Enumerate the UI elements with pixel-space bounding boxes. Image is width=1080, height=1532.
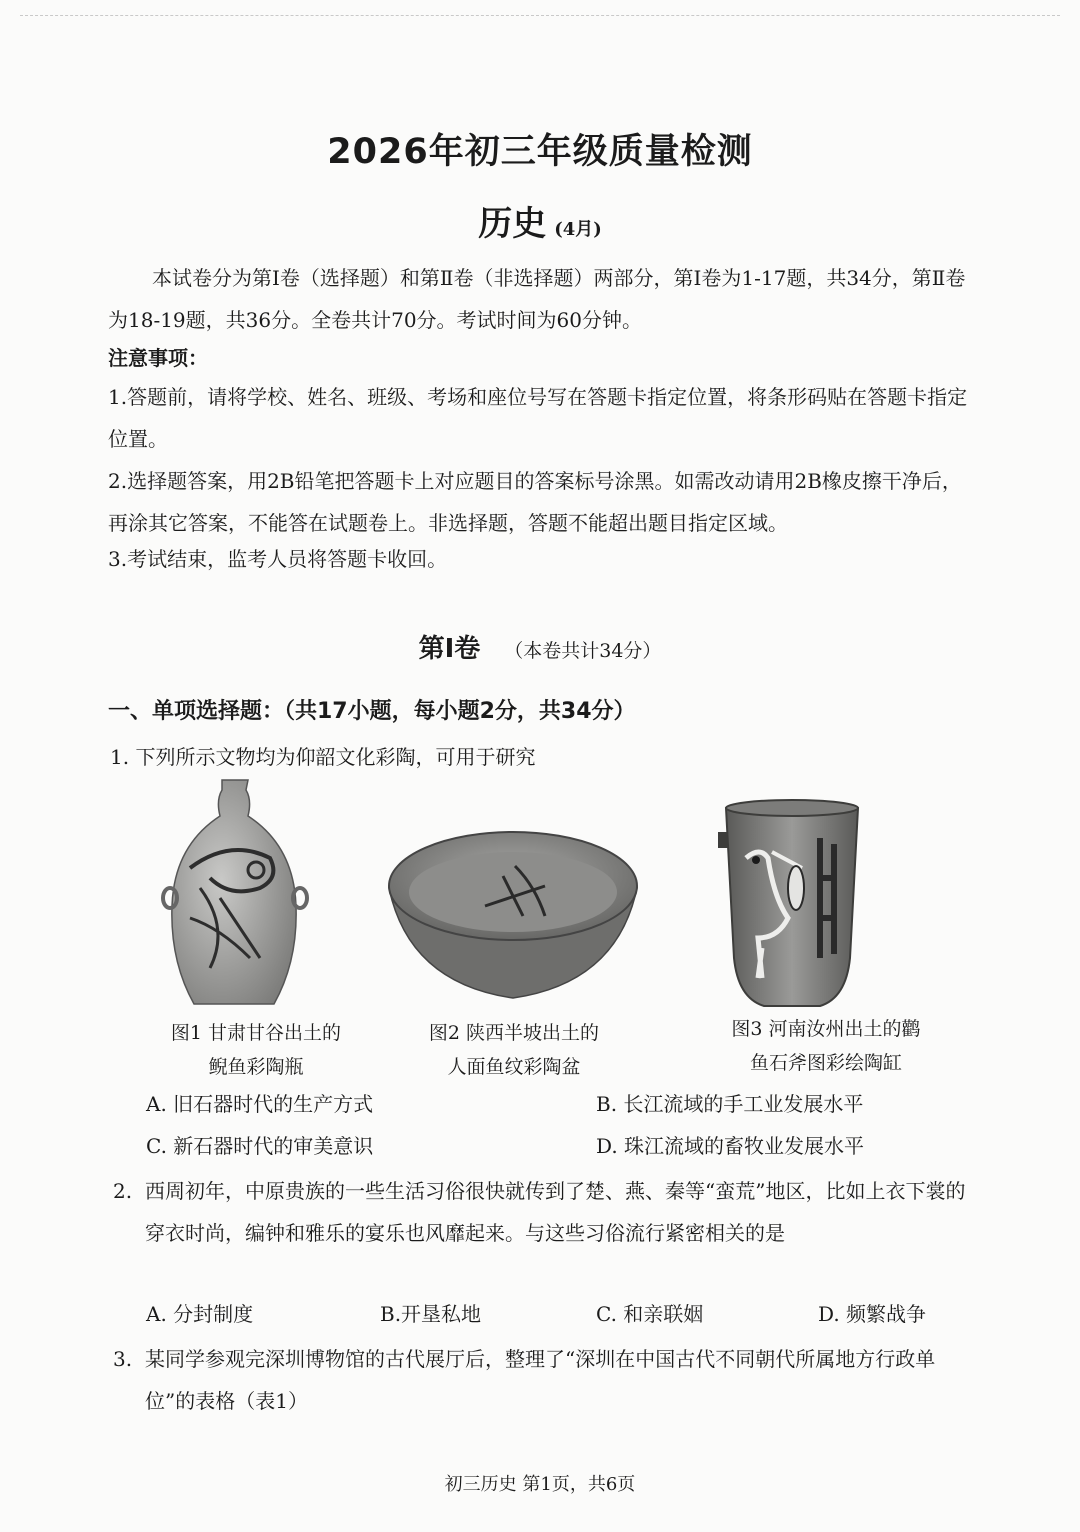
caption-line: 鱼石斧图彩绘陶缸	[749, 1052, 902, 1074]
notice-heading: 注意事项：	[108, 346, 208, 370]
caption-line: 图1 甘肃甘谷出土的	[170, 1022, 342, 1044]
exam-title: 2026年初三年级质量检测	[327, 132, 753, 172]
volume-subtitle: （本卷共计34分）	[504, 640, 662, 662]
volume-heading	[0, 628, 1080, 665]
question-number: 3.	[113, 1347, 133, 1371]
face-fish-basin-icon	[385, 826, 641, 1006]
notice-item: 1.答题前，请将学校、姓名、班级、考场和座位号写在答题卡指定位置，将条形码贴在答题卡指定位置。	[108, 385, 968, 451]
question-stem	[110, 736, 976, 778]
option-a: A. 旧石器时代的生产方式	[146, 1092, 374, 1116]
stork-jar-icon	[716, 798, 868, 1010]
section-heading: 一、单项选择题：（共17小题，每小题2分，共34分）	[108, 699, 636, 724]
caption-line: 图3 河南汝州出土的鹳	[731, 1018, 921, 1040]
question-text: 某同学参观完深圳博物馆的古代展厅后，整理了“深圳在中国古代不同朝代所属地方行政单位”的表格（表1）	[145, 1347, 936, 1413]
volume-title: 第Ⅰ卷	[418, 634, 481, 664]
option-d: D. 珠江流域的畜牧业发展水平	[596, 1134, 865, 1158]
question-stem	[113, 1338, 975, 1422]
option-d: D. 频繁战争	[818, 1302, 927, 1326]
subject-heading	[0, 196, 1080, 245]
caption-line: 图2 陕西半坡出土的	[428, 1022, 600, 1044]
exam-month: (4月)	[554, 219, 602, 240]
fish-vase-icon	[160, 778, 310, 1006]
option-b: B.开垦私地	[380, 1302, 482, 1326]
intro-paragraph: 本试卷分为第Ⅰ卷（选择题）和第Ⅱ卷（非选择题）两部分，第Ⅰ卷为1-17题，共34分，第Ⅱ卷为18-19题，共36分。全卷共计70分。考试时间为60分钟。	[108, 266, 966, 332]
notice-item: 3.考试结束，监考人员将答题卡收回。	[108, 547, 448, 571]
option-c: C. 新石器时代的审美意识	[146, 1134, 374, 1158]
page-top-border	[20, 15, 1060, 16]
question-number: 2.	[113, 1179, 133, 1203]
option-b: B. 长江流域的手工业发展水平	[596, 1092, 864, 1116]
question-stem	[113, 1170, 975, 1254]
question-text: 西周初年，中原贵族的一些生活习俗很快就传到了楚、燕、秦等“蛮荒”地区，比如上衣下裳的穿衣时尚，编钟和雅乐的宴乐也风靡起来。与这些习俗流行紧密相关的是	[145, 1179, 966, 1245]
figure-caption	[696, 1012, 956, 1080]
caption-line: 人面鱼纹彩陶盆	[447, 1056, 581, 1078]
figure-caption	[394, 1016, 634, 1084]
figure-caption	[136, 1016, 376, 1084]
option-a: A. 分封制度	[146, 1302, 254, 1326]
question-text: 下列所示文物均为仰韶文化彩陶，可用于研究	[135, 745, 536, 769]
subject-name: 历史	[478, 204, 547, 244]
notice-item: 2.选择题答案，用2B铅笔把答题卡上对应题目的答案标号涂黑。如需改动请用2B橡皮擦干净后，再涂其它答案，不能答在试题卷上。非选择题，答题不能超出题目指定区域。	[108, 469, 962, 535]
option-c: C. 和亲联姻	[596, 1302, 704, 1326]
page-footer: 初三历史 第1页，共6页	[444, 1474, 636, 1495]
caption-line: 鲵鱼彩陶瓶	[208, 1056, 304, 1078]
question-number: 1.	[110, 745, 130, 769]
